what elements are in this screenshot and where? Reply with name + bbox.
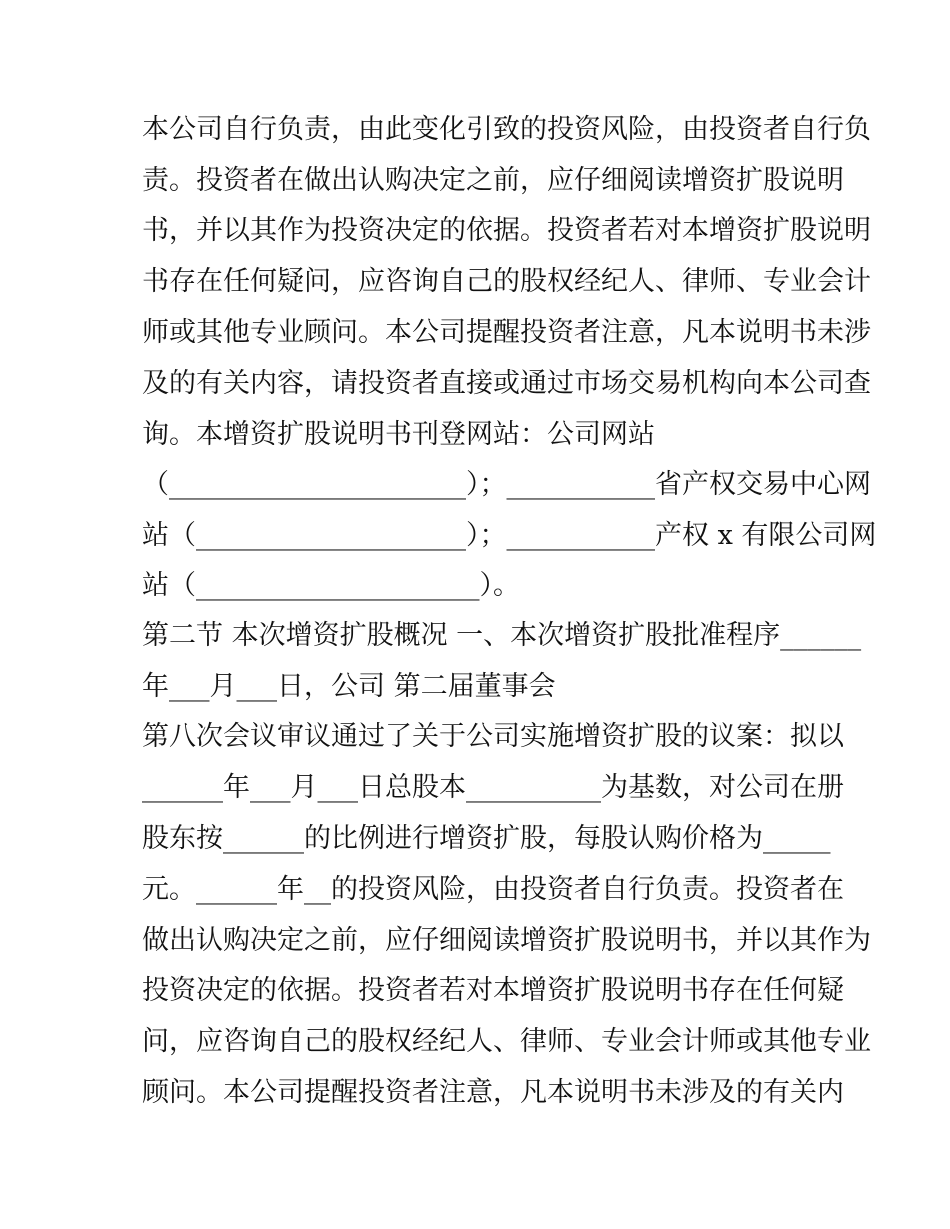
text-line: ______年___月___日总股本__________为基数，对公司在册 xyxy=(142,772,844,803)
text-line: 责。投资者在做出认购决定之前，应仔细阅读增资扩股说明 xyxy=(142,165,844,196)
text-line: 年___月___日，公司 第二届董事会 xyxy=(142,671,556,702)
text-line: 站（____________________）；___________产权 x 有限公司网 xyxy=(142,520,877,551)
text-line: 及的有关内容，请投资者直接或通过市场交易机构向本公司查 xyxy=(142,368,871,399)
text-line: 书，并以其作为投资决定的依据。投资者若对本增资扩股说明 xyxy=(142,215,871,246)
text-line: 元。______年__的投资风险，由投资者自行负责。投资者在 xyxy=(142,874,844,905)
text-line: 股东按______的比例进行增资扩股，每股认购价格为_____ xyxy=(142,823,831,854)
text-line: 站（_____________________）。 xyxy=(142,570,520,601)
text-line: 本公司自行负责，由此变化引致的投资风险，由投资者自行负 xyxy=(142,114,871,145)
text-line: 问，应咨询自己的股权经纪人、律师、专业会计师或其他专业 xyxy=(142,1026,871,1057)
text-line: 询。本增资扩股说明书刊登网站：公司网站 xyxy=(142,419,655,450)
text-line: 做出认购决定之前，应仔细阅读增资扩股说明书，并以其作为 xyxy=(142,925,871,956)
text-line: 书存在任何疑问，应咨询自己的股权经纪人、律师、专业会计 xyxy=(142,266,871,297)
text-line: 师或其他专业顾问。本公司提醒投资者注意，凡本说明书未涉 xyxy=(142,317,871,348)
text-line: 第八次会议审议通过了关于公司实施增资扩股的议案：拟以 xyxy=(142,721,844,752)
section-heading-line: 第二节 本次增资扩股概况 一、本次增资扩股批准程序______ xyxy=(142,620,862,651)
text-line: 投资决定的依据。投资者若对本增资扩股说明书存在任何疑 xyxy=(142,975,844,1006)
text-line: 顾问。本公司提醒投资者注意，凡本说明书未涉及的有关内 xyxy=(142,1077,844,1108)
text-line: （______________________）；___________省产权交易中心网 xyxy=(142,469,871,500)
